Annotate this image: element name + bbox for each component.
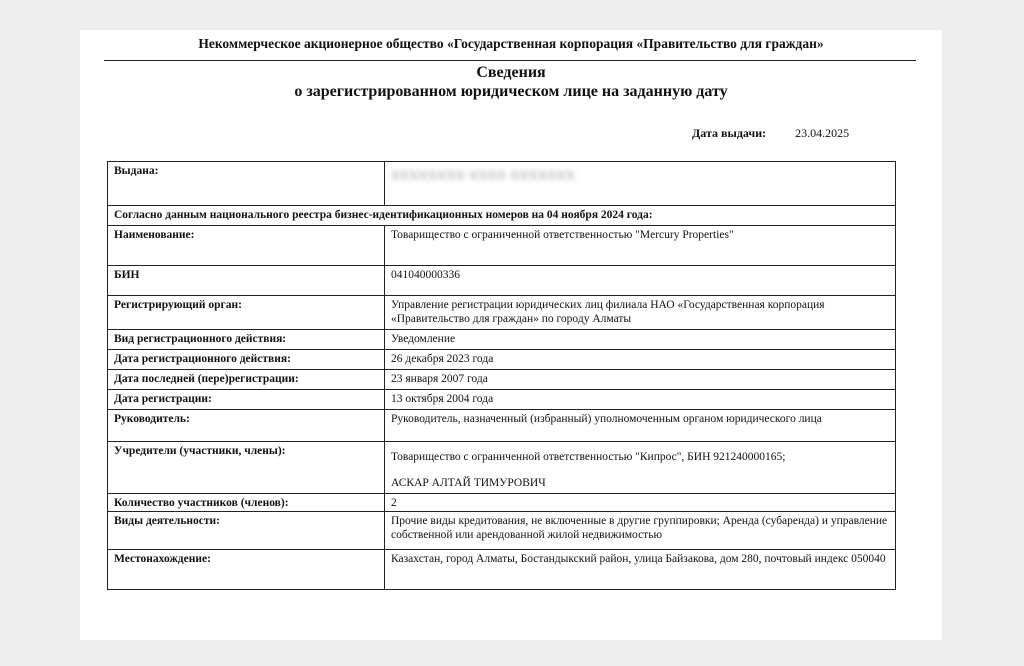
row-value: 23 января 2007 года: [385, 370, 896, 390]
row-label: Дата последней (пере)регистрации:: [108, 370, 385, 390]
table-row: [108, 390, 896, 410]
row-label: Учредители (участники, члены):: [108, 442, 385, 494]
row-value: 2: [385, 494, 896, 512]
issue-date: [692, 126, 849, 141]
row-label: Регистрирующий орган:: [108, 296, 385, 330]
founder-entry: Товарищество с ограниченной ответственностью "Кипрос", БИН 921240000165;: [391, 451, 786, 463]
row-label: Вид регистрационного действия:: [108, 330, 385, 350]
row-label: Выдана:: [108, 162, 385, 206]
issue-date-label: Дата выдачи:: [692, 126, 767, 140]
table-row: [108, 370, 896, 390]
table-row: [108, 550, 896, 590]
table-row: [108, 266, 896, 296]
row-label: Наименование:: [108, 226, 385, 266]
row-value: 26 декабря 2023 года: [385, 350, 896, 370]
table-row: [108, 410, 896, 442]
row-label: Дата регистрационного действия:: [108, 350, 385, 370]
row-value: Товарищество с ограниченной ответственностью "Mercury Properties": [385, 226, 896, 266]
registration-info-table: [107, 161, 896, 590]
row-value: Руководитель, назначенный (избранный) уполномоченным органом юридического лица: [385, 410, 896, 442]
document-title: Сведения: [476, 64, 546, 81]
row-value: 041040000336: [385, 266, 896, 296]
row-label: Руководитель:: [108, 410, 385, 442]
row-label: БИН: [108, 266, 385, 296]
table-row: [108, 494, 896, 512]
founders-value: [385, 442, 896, 494]
founder-entry: АСКАР АЛТАЙ ТИМУРОВИЧ: [391, 477, 546, 489]
document-page: [80, 30, 942, 640]
table-row: [108, 350, 896, 370]
table-row: [108, 206, 896, 226]
document-subtitle: о зарегистрированном юридическом лице на заданную дату: [294, 83, 728, 100]
row-label: Местонахождение:: [108, 550, 385, 590]
organization-header: Некоммерческое акционерное общество «Государственная корпорация «Правительство для граждан»: [198, 36, 824, 51]
table-row: [108, 226, 896, 266]
row-value: Прочие виды кредитования, не включенные в другие группировки; Аренда (субаренда) и управление собственной или арендованной жилой недвижимостью: [385, 512, 896, 550]
redacted-name: XXXXXXXX XXXX XXXXXXX: [391, 170, 576, 182]
row-label: Виды деятельности:: [108, 512, 385, 550]
header-divider: [104, 60, 916, 61]
table-row: [108, 296, 896, 330]
table-row: [108, 162, 896, 206]
row-value: Управление регистрации юридических лиц филиала НАО «Государственная корпорация «Правительство для граждан» по городу Алматы: [385, 296, 896, 330]
row-label: Дата регистрации:: [108, 390, 385, 410]
row-value: 13 октября 2004 года: [385, 390, 896, 410]
issued-to-value: [385, 162, 896, 206]
registry-note: Согласно данным национального реестра бизнес-идентификационных номеров на 04 ноября 2024 года:: [108, 206, 896, 226]
row-value: Уведомление: [385, 330, 896, 350]
row-value: Казахстан, город Алматы, Бостандыкский район, улица Байзакова, дом 280, почтовый индекс 050040: [385, 550, 896, 590]
issue-date-value: 23.04.2025: [795, 126, 850, 140]
table-row: [108, 512, 896, 550]
table-row: [108, 442, 896, 494]
table-row: [108, 330, 896, 350]
row-label: Количество участников (членов):: [108, 494, 385, 512]
